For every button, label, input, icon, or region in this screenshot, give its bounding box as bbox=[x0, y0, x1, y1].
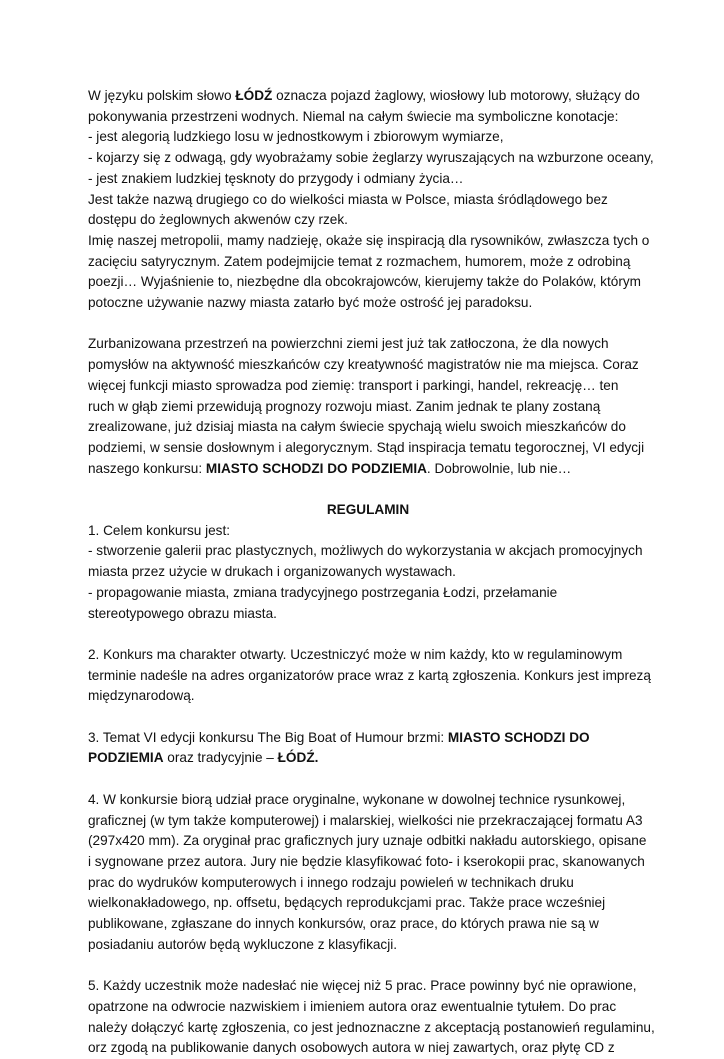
rule-4 bbox=[88, 790, 648, 956]
text-line: - jest znakiem ludzkiej tęsknoty do przygody i odmiany życia… bbox=[88, 170, 464, 186]
text-line: międzynarodową. bbox=[88, 688, 195, 704]
text-line bbox=[88, 86, 648, 107]
rule-2 bbox=[88, 645, 651, 707]
rule-1 bbox=[88, 521, 648, 625]
document-page bbox=[88, 86, 655, 1059]
text-line: pomysłów na aktywność mieszkańców czy kreatywność magistratów nie ma miejsca. Coraz bbox=[88, 357, 639, 373]
heading-text: REGULAMIN bbox=[326, 502, 410, 518]
bold-keyword: MIASTO SCHODZI DO PODZIEMIA bbox=[205, 460, 427, 476]
text-line: 1. Celem konkursu jest: bbox=[88, 522, 231, 538]
text-line: Jest także nazwą drugiego co do wielkości miasta w Polsce, miasta śródlądowego bez bbox=[88, 191, 608, 207]
text-line: (297x420 mm). Za oryginał prac graficznych jury uznaje odbitki nakładu autorskiego, opisane bbox=[88, 833, 647, 849]
text-line bbox=[88, 748, 648, 769]
paragraph-gap bbox=[88, 624, 648, 645]
paragraph-gap bbox=[88, 314, 648, 335]
text-line: miasta przez użycie w drukach i organizowanych wystawach. bbox=[88, 564, 456, 580]
text-line: prac do wydruków komputerowych i innego rodzaju powieleń w technikach druku bbox=[88, 874, 574, 890]
text-span: . Dobrowolnie, lub nie… bbox=[426, 460, 572, 476]
paragraph-gap bbox=[88, 707, 648, 728]
text-line: zrealizowane, już dzisiaj miasta na całym świecie spychają wielu swoich mieszkańców do bbox=[88, 419, 626, 435]
text-line: ruch w głąb ziemi przewidują prognozy rozwoju miast. Zanim jednak te plany zostaną bbox=[88, 398, 601, 414]
paragraph-gap bbox=[88, 479, 648, 500]
text-line: należy dołączyć kartę zgłoszenia, co jest jednoznaczne z akceptacją postanowień regulaminu, bbox=[88, 1019, 655, 1035]
rule-3 bbox=[88, 728, 648, 769]
text-line: Imię naszej metropolii, mamy nadzieję, okaże się inspiracją dla rysowników, zwłaszcza tych o bbox=[88, 232, 650, 248]
text-line: 4. W konkursie biorą udział prace oryginalne, wykonane w dowolnej technice rysunkowej, bbox=[88, 791, 626, 807]
text-line: - propagowanie miasta, zmiana tradycyjnego postrzegania Łodzi, przełamanie bbox=[88, 584, 558, 600]
paragraph-gap bbox=[88, 769, 648, 790]
theme-section bbox=[88, 334, 648, 479]
text-line: opatrzone na odwrocie nazwiskiem i imieniem autora oraz ewentualnie tytułem. Do prac bbox=[88, 998, 617, 1014]
text-line: potoczne używanie nazwy miasta zatarło być może ostrość jej paradoksu. bbox=[88, 295, 533, 311]
text-span: oznacza pojazd żaglowy, wiosłowy lub motorowy, służący do bbox=[272, 88, 640, 103]
rule-5 bbox=[88, 976, 655, 1059]
section-heading bbox=[88, 500, 648, 521]
text-line: Zurbanizowana przestrzeń na powierzchni ziemi jest już tak zatłoczona, że dla nowych bbox=[88, 336, 609, 352]
bold-keyword: MIASTO SCHODZI DO bbox=[447, 729, 590, 745]
text-line: stereotypowego obrazu miasta. bbox=[88, 605, 277, 621]
text-line: graficznej (w tym także komputerowej) i malarskiej, wielkości nie przekraczającej formatu A3 bbox=[88, 812, 643, 828]
bold-keyword: PODZIEMIA bbox=[88, 750, 164, 766]
text-line: posiadaniu autorów będą wykluczone z klasyfikacji. bbox=[88, 936, 398, 952]
text-line: publikowane, zgłaszane do innych konkursów, oraz prace, do których prawa nie są w bbox=[88, 916, 599, 932]
text-line: - jest alegorią ludzkiego losu w jednostkowym i zbiorowym wymiarze, bbox=[88, 129, 504, 145]
text-line: pokonywania przestrzeni wodnych. Niemal na całym świecie ma symboliczne konotacje: bbox=[88, 108, 619, 124]
text-line: i sygnowane przez autora. Jury nie będzie klasyfikować foto- i kserokopii prac, skanowanych bbox=[88, 853, 645, 869]
text-line: więcej funkcji miasto sprowadza pod ziemię: transport i parkingi, handel, rekreację… ten bbox=[88, 377, 619, 393]
text-line: zacięciu satyrycznym. Zatem podejmijcie temat z rozmachem, humorem, może z odrobiną bbox=[88, 253, 631, 269]
text-line: dostępu do żeglownych akwenów czy rzek. bbox=[88, 212, 348, 228]
text-span: naszego konkursu: bbox=[88, 460, 206, 476]
text-line: orz zgodą na publikowanie danych osobowych autora w niej zawartych, oraz płytę CD z bbox=[88, 1040, 615, 1056]
text-line: - stworzenie galerii prac plastycznych, możliwych do wykorzystania w akcjach promocyjnych bbox=[88, 543, 643, 559]
bold-keyword: ŁÓDŹ bbox=[235, 88, 273, 103]
intro-section bbox=[88, 86, 654, 314]
text-line: wielkonakładowego, np. offsetu, będących reprodukcjami prac. Także prace wcześniej bbox=[88, 895, 606, 911]
paragraph-gap bbox=[88, 955, 648, 976]
text-line: poezji… Wyjaśnienie to, niezbędne dla obcokrajowców, kierujemy także do Polaków, którym bbox=[88, 274, 641, 290]
text-span: oraz tradycyjnie – bbox=[163, 750, 278, 766]
text-line: - kojarzy się z odwagą, gdy wyobrażamy sobie żeglarzy wyruszających na wzburzone oceany, bbox=[88, 150, 654, 166]
text-line: 2. Konkurs ma charakter otwarty. Uczestniczyć może w nim każdy, kto w regulaminowym bbox=[88, 646, 623, 662]
text-line bbox=[88, 728, 648, 749]
text-line: podziemi, w sensie dosłownym i alegorycznym. Stąd inspiracja tematu tegorocznej, VI edycji bbox=[88, 439, 645, 455]
text-line: terminie nadeśle na adres organizatorów prace wraz z kartą zgłoszenia. Konkurs jest imprezą bbox=[88, 667, 651, 683]
text-span: 3. Temat VI edycji konkursu The Big Boat of Humour brzmi: bbox=[88, 729, 448, 745]
text-line: 5. Każdy uczestnik może nadesłać nie więcej niż 5 prac. Prace powinny być nie oprawione, bbox=[88, 978, 637, 994]
bold-keyword: ŁÓDŹ. bbox=[277, 750, 319, 766]
text-span: W języku polskim słowo bbox=[88, 88, 236, 103]
text-line bbox=[88, 459, 648, 480]
